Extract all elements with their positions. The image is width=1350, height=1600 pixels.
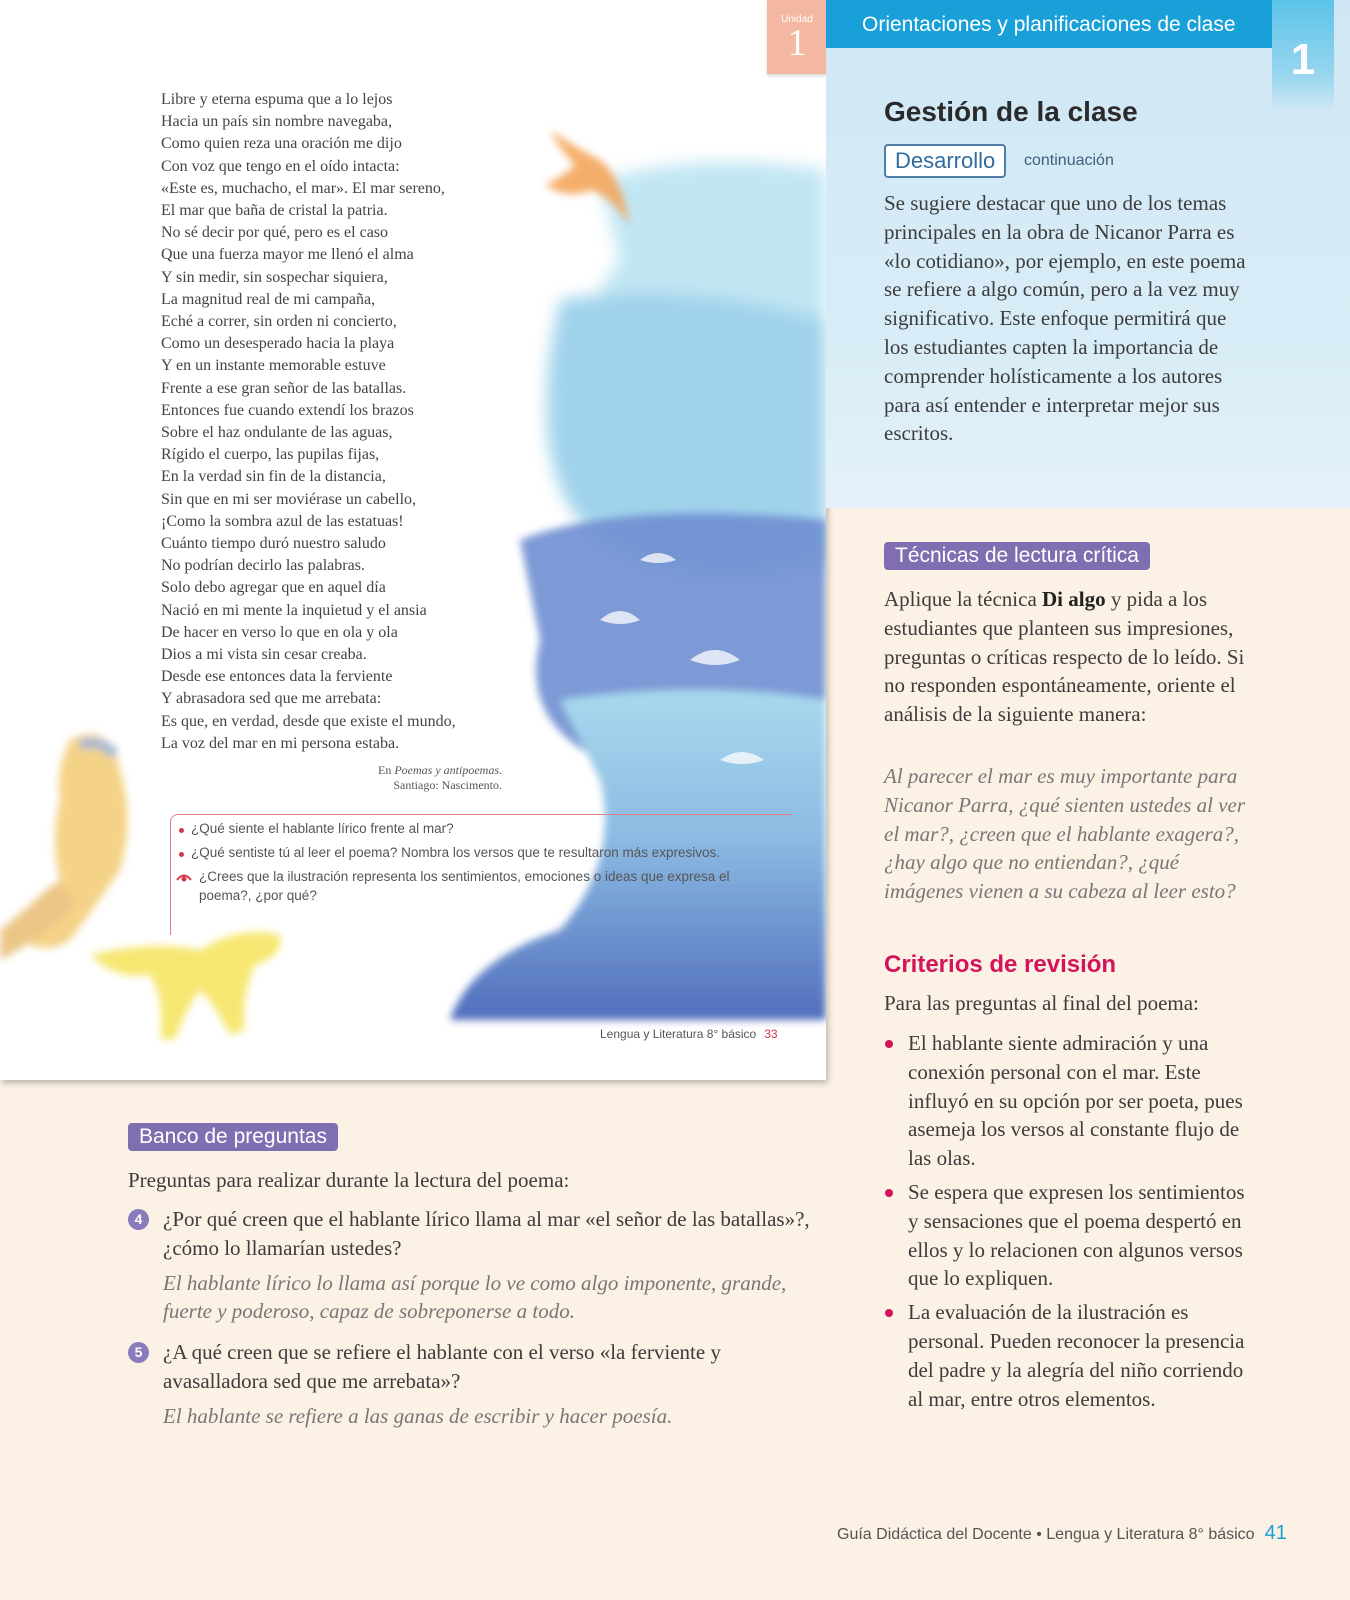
- source-place: Santiago: Nascimento.: [393, 778, 502, 792]
- footer-text: Guía Didáctica del Docente • Lengua y Literatura 8° básico: [837, 1526, 1255, 1543]
- student-footer-text: Lengua y Literatura 8° básico: [600, 1027, 757, 1041]
- poem-line: En la verdad sin fin de la distancia,: [161, 468, 386, 486]
- poem-line: De hacer en verso lo que en ola y ola: [161, 623, 398, 641]
- source-prefix: En: [378, 763, 395, 777]
- poem-line: Rígido el cuerpo, las pupilas fijas,: [161, 446, 380, 464]
- source-suffix: .: [499, 763, 502, 777]
- poem-line: La voz del mar en mi persona estaba.: [161, 734, 400, 752]
- dog-illustration: [90, 932, 281, 1040]
- tecnicas-technique: Di algo: [1042, 587, 1106, 611]
- student-questions-box: [170, 814, 793, 935]
- question-number-badge: 5: [128, 1342, 149, 1363]
- desarrollo-badge: Desarrollo: [884, 144, 1006, 178]
- poem-line: Como quien reza una oración me dijo: [161, 135, 402, 153]
- gestion-title: Gestión de la clase: [884, 96, 1138, 127]
- poem-line: Y en un instante memorable estuve: [161, 357, 386, 375]
- poem-line: Como un desesperado hacia la playa: [161, 335, 395, 353]
- tecnicas-questions: Al parecer el mar es muy importante para Nicanor Parra, ¿qué sienten ustedes al ver el mar?, ¿creen que el hablante exagera?, ¿hay algo que no entiendan?, ¿qué imágenes vienen a su cabeza al leer esto?: [884, 764, 1246, 904]
- bullet-dot: [179, 852, 184, 857]
- banco-answer-text: El hablante lírico lo llama así porque lo ve como algo imponente, grande, fuerte y poderoso, capaz de sobreponerse a todo.: [163, 1270, 787, 1324]
- student-question-2: ¿Qué sentiste tú al leer el poema? Nombra los versos que te resultaron más expresivos.: [191, 845, 720, 860]
- poem-source: [300, 763, 502, 793]
- banco-intro: Preguntas para realizar durante la lectura del poema:: [128, 1168, 570, 1192]
- poem-line: Desde ese entonces data la ferviente: [161, 668, 393, 686]
- criterios-item: [884, 1298, 1254, 1413]
- poem-line: Y sin medir, sin sospechar siquiera,: [161, 268, 388, 286]
- unit-tab: [767, 0, 826, 74]
- gestion-body: Se sugiere destacar que uno de los temas principales en la obra de Nicanor Parra es «lo cotidiano», por ejemplo, en este poema se refiere a algo común, pero a la vez muy significativo. Este enfoque permitirá que los estudiantes capten la importancia de comprender holísticamente a los autores para así entender e interpretar mejor sus escritos.: [884, 191, 1246, 446]
- banco-question-item: [128, 1205, 828, 1326]
- banco-answer-text: El hablante se refiere a las ganas de escribir y hacer poesía.: [163, 1403, 673, 1428]
- poem-line: El mar que baña de cristal la patria.: [161, 202, 388, 220]
- poem-line: Solo debo agregar que en aquel día: [161, 579, 386, 597]
- poem-line: Es que, en verdad, desde que existe el mundo,: [161, 712, 456, 730]
- eye-icon: [176, 871, 192, 883]
- banco-question-text: ¿A qué creen que se refiere el hablante con el verso «la ferviente y avasalladora sed que me arrebata»?: [163, 1340, 721, 1393]
- criterios-item-text: Se espera que expresen los sentimientos y sensaciones que el poema despertó en ellos y lo relacionen con algunos versos que lo expliquen.: [908, 1179, 1245, 1291]
- poem-line: Cuánto tiempo duró nuestro saludo: [161, 535, 386, 553]
- poem-line: Hacia un país sin nombre navegaba,: [161, 113, 393, 131]
- tecnicas-body-after: y pida a los estudiantes que planteen sus impresiones, preguntas o críticas respecto de lo leído. Si no responden espontáneamente, oriente el análisis de la siguiente manera:: [884, 587, 1245, 727]
- unit-label: Unidad: [781, 14, 813, 25]
- footer-page-number: 41: [1264, 1522, 1287, 1544]
- poem-line: Entonces fue cuando extendí los brazos: [161, 401, 414, 419]
- poem-line: Con voz que tengo en el oído intacta:: [161, 157, 400, 175]
- banco-question-text: ¿Por qué creen que el hablante lírico llama al mar «el señor de las batallas»?, ¿cómo lo llamarían ustedes?: [163, 1207, 810, 1260]
- bullet-dot: [885, 1309, 893, 1317]
- student-page-number: 33: [764, 1027, 778, 1041]
- criterios-title: Criterios de revisión: [884, 951, 1117, 978]
- source-book: Poemas y antipoemas: [394, 763, 499, 777]
- poem-line: Que una fuerza mayor me llenó el alma: [161, 246, 414, 264]
- tecnicas-title: Técnicas de lectura crítica: [884, 542, 1150, 570]
- unit-number: 1: [787, 22, 807, 64]
- page-footer: [837, 1522, 1287, 1545]
- criterios-intro: Para las preguntas al final del poema:: [884, 991, 1199, 1015]
- criterios-item-text: El hablante siente admiración y una conexión personal con el mar. Este influyó en su opción por ser poeta, pues asemeja los versos al constante flujo de las olas.: [908, 1031, 1243, 1171]
- student-page-footer: [600, 1027, 778, 1041]
- tecnicas-body-before: Aplique la técnica: [884, 587, 1043, 611]
- poem-line: Sin que en mi ser moviérase un cabello,: [161, 490, 417, 508]
- running-child-illustration: [0, 734, 128, 960]
- poem-text: [161, 89, 541, 755]
- poem-line: Libre y eterna espuma que a lo lejos: [161, 91, 393, 108]
- poem-line: Sobre el haz ondulante de las aguas,: [161, 424, 393, 442]
- poem-line: No podrían decirlo las palabras.: [161, 557, 365, 575]
- bullet-dot: [885, 1189, 893, 1197]
- poem-line: No sé decir por qué, pero es el caso: [161, 224, 389, 242]
- chapter-tab: 1: [1272, 0, 1334, 110]
- tecnicas-body: [884, 585, 1254, 729]
- criterios-item-text: La evaluación de la ilustración es personal. Pueden reconocer la presencia del padre y la alegría del niño corriendo al mar, entre otros elementos.: [908, 1300, 1245, 1411]
- bullet-dot: [179, 828, 184, 833]
- question-number-badge: 4: [128, 1209, 149, 1230]
- poem-line: Eché a correr, sin orden ni concierto,: [161, 313, 397, 331]
- poem-line: Nació en mi mente la inquietud y el ansia: [161, 601, 427, 619]
- banco-question-item: [128, 1338, 828, 1430]
- poem-line: La magnitud real de mi campaña,: [161, 290, 376, 308]
- criterios-item: [884, 1178, 1254, 1293]
- criterios-list: [884, 1029, 1254, 1418]
- student-question-3: ¿Crees que la ilustración representa los sentimientos, emociones o ideas que expresa el poema?, ¿por qué?: [199, 869, 730, 903]
- banco-title: Banco de preguntas: [128, 1123, 338, 1151]
- badge-note: continuación: [1024, 152, 1114, 169]
- bullet-dot: [885, 1040, 893, 1048]
- poem-line: Dios a mi vista sin cesar creaba.: [161, 646, 367, 664]
- poem-line: «Este es, muchacho, el mar». El mar sereno,: [161, 179, 445, 197]
- poem-line: Frente a ese gran señor de las batallas.: [161, 379, 407, 397]
- section-header: Orientaciones y planificaciones de clase: [826, 0, 1272, 48]
- criterios-item: [884, 1029, 1254, 1173]
- student-question-1: ¿Qué siente el hablante lírico frente al mar?: [191, 821, 454, 836]
- student-book-page: [0, 0, 826, 1080]
- poem-line: Y abrasadora sed que me arrebata:: [161, 690, 382, 708]
- poem-line: ¡Como la sombra azul de las estatuas!: [161, 512, 404, 530]
